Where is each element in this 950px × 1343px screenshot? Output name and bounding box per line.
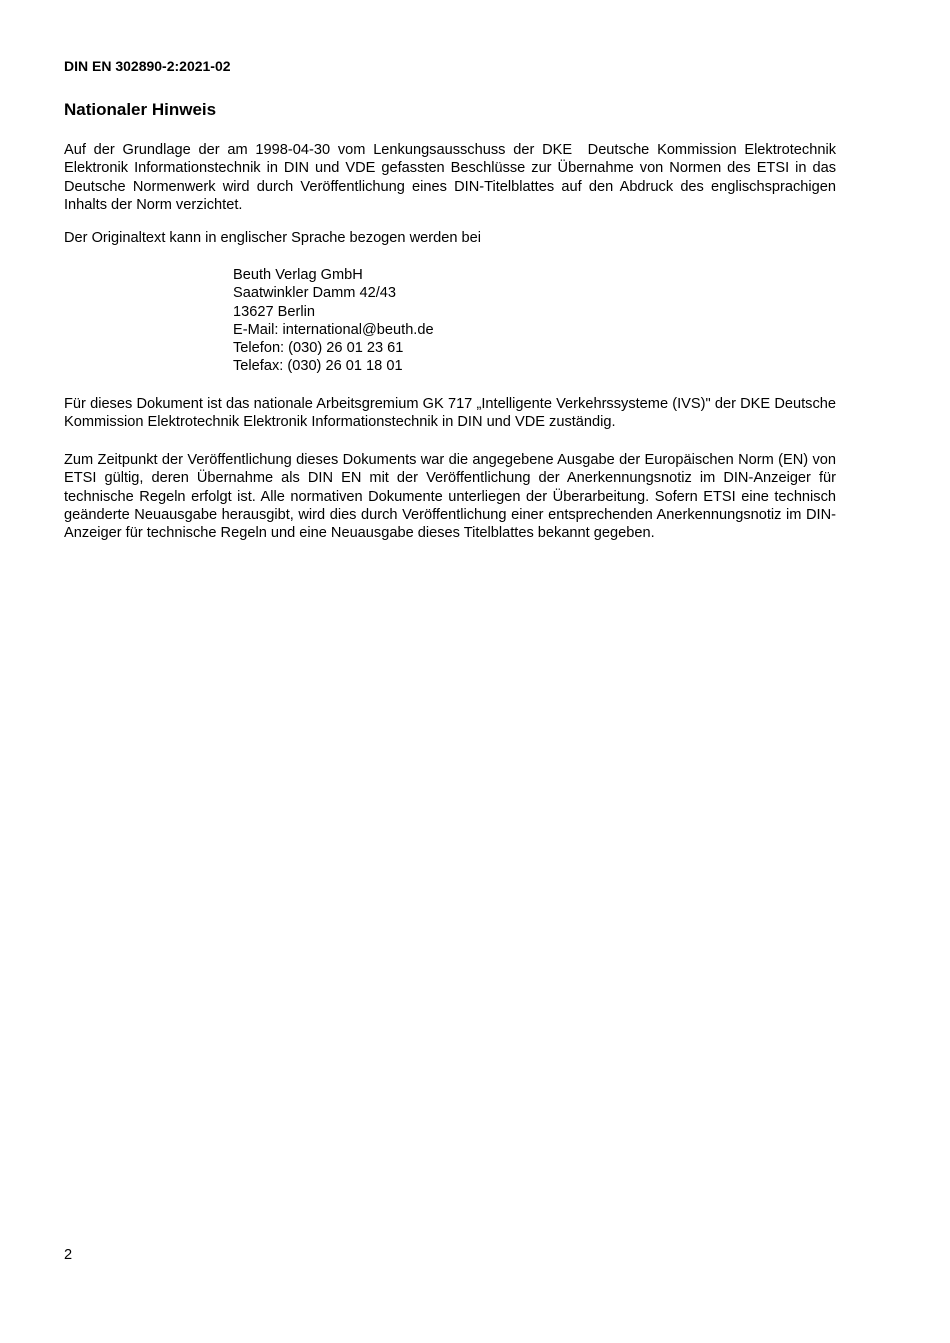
address-city: 13627 Berlin — [233, 303, 315, 320]
paragraph-committee: Für dieses Dokument ist das nationale Arbeitsgremium GK 717 „Intelligente Verkehrssysteme (IVS)" der DKE Deutsche Kommission Elektrotechnik Elektronik Informationstechnik in DIN und VDE zuständig. — [64, 396, 836, 431]
address-email: E-Mail: international@beuth.de — [233, 321, 434, 338]
publisher-address — [233, 266, 434, 376]
paragraph-legal-basis: Auf der Grundlage der am 1998-04-30 vom Lenkungsausschuss der DKE Deutsche Kommission Elektrotechnik Elektronik Informationstechnik in DIN und VDE gefassten Beschlüsse zur Übernahme von Normen des ETSI in das Deutsche Normenwerk wird durch Veröffentlichung eines DIN-Titelblattes auf den Abdruck des englischsprachigen Inhalts der Norm verzichtet. — [64, 142, 836, 213]
page-number: 2 — [64, 1247, 73, 1263]
address-company: Beuth Verlag GmbH — [233, 267, 363, 283]
address-fax: Telefax: (030) 26 01 18 01 — [233, 358, 403, 375]
address-phone: Telefon: (030) 26 01 23 61 — [233, 340, 404, 357]
document-id: DIN EN 302890-2:2021-02 — [64, 58, 231, 74]
address-street: Saatwinkler Damm 42/43 — [233, 285, 397, 302]
paragraph-source-intro: Der Originaltext kann in englischer Sprache bezogen werden bei — [64, 230, 481, 246]
paragraph-validity: Zum Zeitpunkt der Veröffentlichung dieses Dokuments war die angegebene Ausgabe der Europäischen Norm (EN) von ETSI gültig, deren Übernahme als DIN EN mit der Veröffentlichung der Anerkennungsnotiz im DIN-Anzeiger für technische Regeln erfolgt ist. Alle normativen Dokumente unterliegen der Überarbeitung. Sofern ETSI eine technisch geänderte Neuausgabe herausgibt, wird dies durch Veröffentlichung einer entsprechenden Anerkennungsnotiz im DIN-Anzeiger für technische Regeln und eine Neuausgabe dieses Titelblattes bekannt gegeben. — [64, 452, 836, 542]
section-title: Nationaler Hinweis — [64, 100, 217, 119]
